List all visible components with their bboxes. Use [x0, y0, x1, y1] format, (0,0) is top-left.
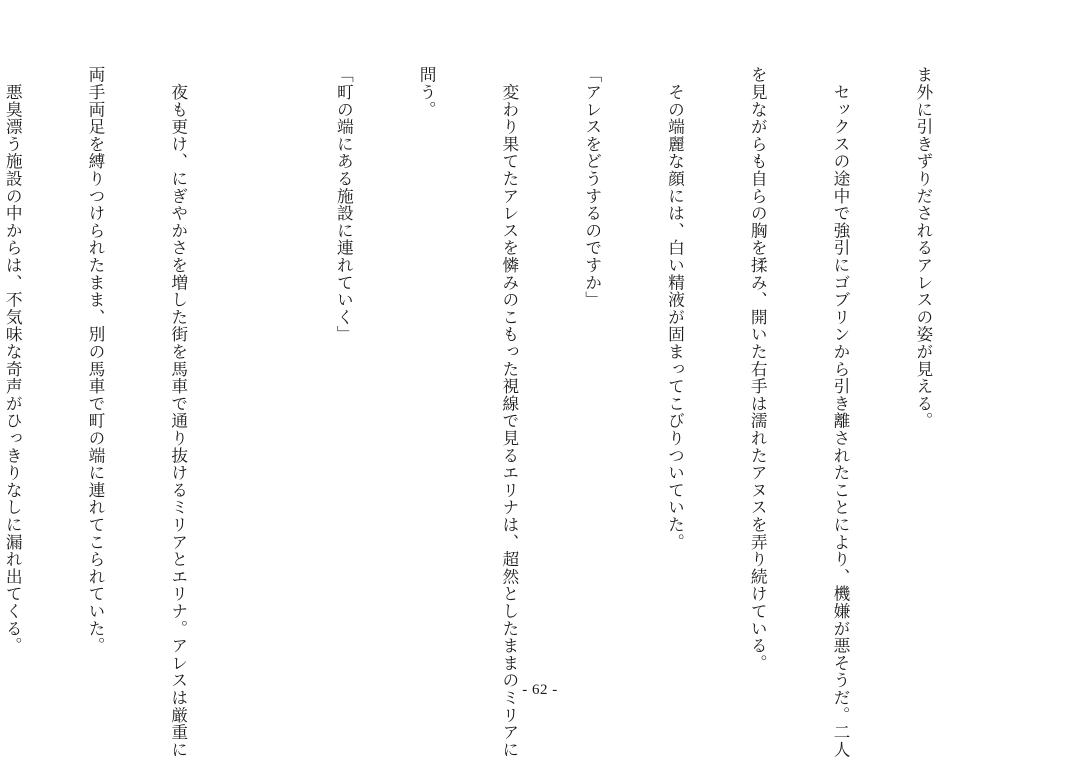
- text-line: 夜も更け、にぎやかさを増した街を馬車で通り抜けるミリアとエリナ。アレスは厳重に: [168, 66, 189, 758]
- text-line: その端麗な顔には、白い精液が固まってこびりついていた。: [665, 66, 686, 551]
- text-line: セックスの途中で強引にゴブリンから引き離されたことにより、機嫌が悪そうだ。二人: [831, 66, 852, 758]
- text-line: 両手両足を縛りつけられたまま、別の馬車で町の端に連れてこられていた。: [86, 66, 106, 655]
- text-line: を見ながらも自らの胸を揉み、開いた右手は濡れたアヌスを弄り続けている。: [748, 66, 769, 672]
- text-line: 悪臭漂う施設の中からは、不気味な奇声がひっきりなしに漏れ出てくる。: [3, 66, 24, 655]
- text-line: 変わり果てたアレスを憐みのこもった視線で見るエリナは、超然としたままのミリアに: [499, 66, 520, 758]
- text-line: 問う。: [417, 66, 438, 118]
- page-number: - 62 -: [522, 682, 558, 698]
- text-line: ま外に引きずりだされるアレスの姿が見える。: [913, 66, 934, 430]
- text-line: 「アレスをどうするのですか」: [582, 66, 603, 309]
- blank-line: [247, 66, 275, 678]
- text-line: 「町の端にある施設に連れていく」: [334, 66, 355, 343]
